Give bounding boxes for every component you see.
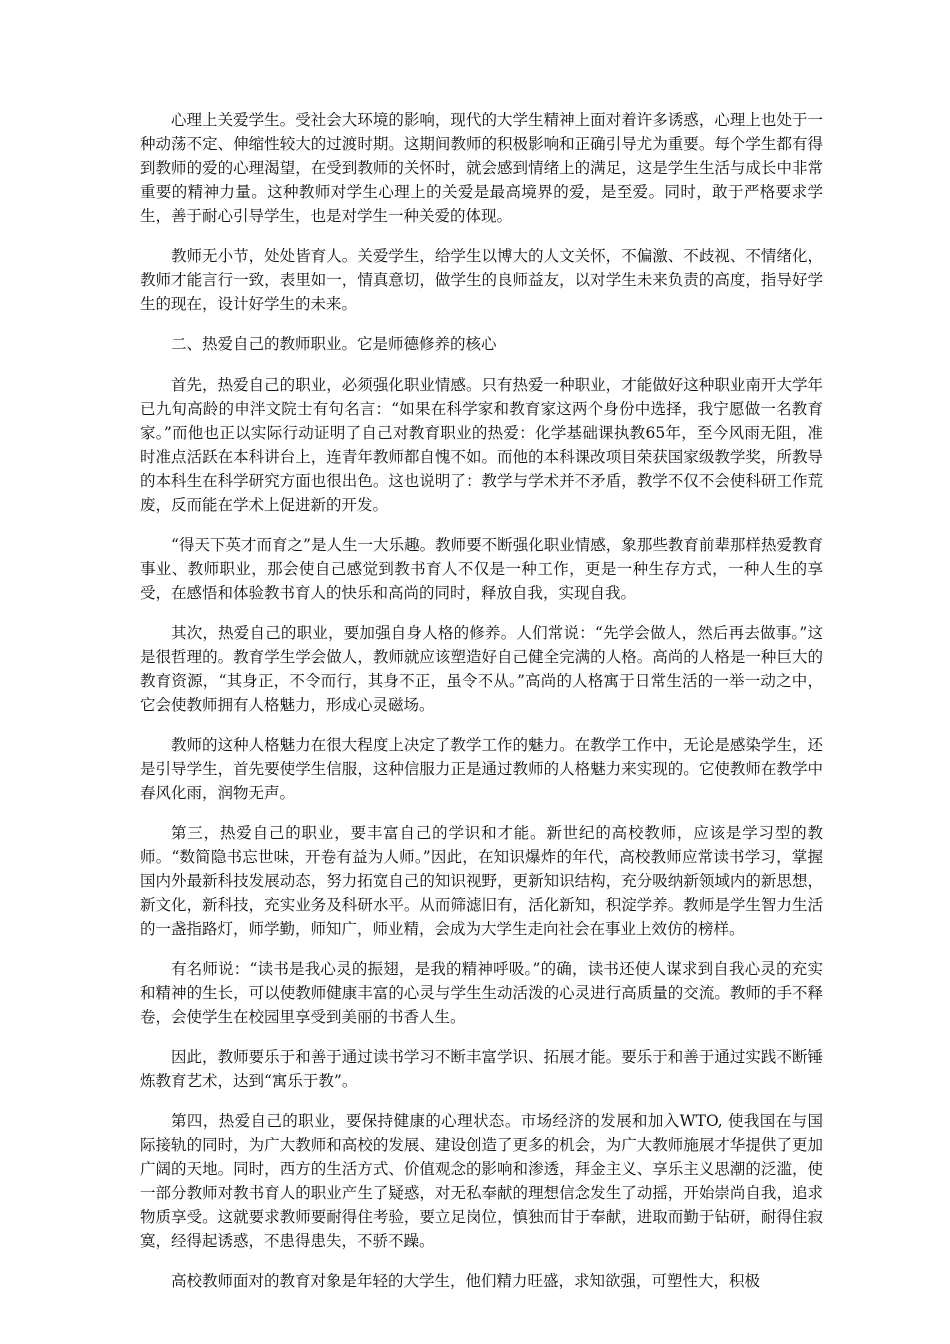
paragraph-joy-of-teaching: “得天下英才而育之”是人生一大乐趣。教师要不断强化职业情感，象那些教育前辈那样热爱教育事业、教师职业，那会使自己感觉到教书育人不仅是一种工作，更是一种生存方式，一种人生的享受，在感悟和体验教书育人的快乐和高尚的同时，释放自我，实现自我。: [140, 536, 823, 602]
paragraph-personality-charm: 教师的这种人格魅力在很大程度上决定了教学工作的魅力。在教学工作中，无论是感染学生，还是引导学生，首先要使学生信服，这种信服力正是通过教师的人格魅力来实现的。它使教师在教学中春风化雨，润物无声。: [140, 736, 823, 802]
paragraph-fourth-mental-health: 第四，热爱自己的职业，要保持健康的心理状态。市场经济的发展和加入WTO, 使我国在与国际接轨的同时，为广大教师和高校的发展、建设创造了更多的机会，为广大教师施展才华提供了更加广阔的天地。同时，西方的生活方式、价值观念的影响和渗透，拜金主义、享乐主义思潮的泛滥，使一部分教师对教书育人的职业产生了疑惑，对无私奉献的理想信念发生了动摇，开始崇尚自我，追求物质享受。这就要求教师要耐得住考验，要立足岗位，慎独而甘于奉献，进取而勤于钻研，耐得住寂寞，经得起诱惑，不患得患失，不骄不躁。: [140, 1112, 823, 1250]
paragraph-reading-quote: 有名师说：“读书是我心灵的振翅，是我的精神呼吸。”的确，读书还使人谋求到自我心灵的充实和精神的生长，可以使教师健康丰富的心灵与学生生动活泼的心灵进行高质量的交流。教师的手不释卷，会使学生在校园里享受到美丽的书香人生。: [140, 960, 823, 1026]
section-heading-love-profession: 二、热爱自己的教师职业。它是师德修养的核心: [171, 335, 497, 353]
paragraph-second-personality: 其次，热爱自己的职业，要加强自身人格的修养。人们常说：“先学会做人，然后再去做事。”这是很哲理的。教育学生学会做人，教师就应该塑造好自己健全完满的人格。高尚的人格是一种巨大的教育资源，“其身正，不令而行，其身不正，虽令不从。”高尚的人格寓于日常生活的一举一动之中，它会使教师拥有人格魅力，形成心灵磁场。: [140, 624, 823, 714]
paragraph-caring-psychology: 心理上关爱学生。受社会大环境的影响，现代的大学生精神上面对着许多诱惑，心理上也处于一种动荡不定、伸缩性较大的过渡时期。这期间教师的积极影响和正确引导尤为重要。每个学生都有得到教师的爱的心理渴望，在受到教师的关怀时，就会感到情绪上的满足，这是学生生活与成长中非常重要的精神力量。这种教师对学生心理上的关爱是最高境界的爱，是至爱。同时，敢于严格要求学生，善于耐心引导学生，也是对学生一种关爱的体现。: [140, 111, 823, 225]
paragraph-first-professional-emotion: 首先，热爱自己的职业，必须强化职业情感。只有热爱一种职业，才能做好这种职业南开大学年已九旬高龄的申泮文院士有句名言：“如果在科学家和教育家这两个身份中选择，我宁愿做一名教育家。”而他也正以实际行动证明了自己对教育职业的热爱：化学基础课执教65年，至今风雨无阻，准时准点活跃在本科讲台上，连青年教师都自愧不如。而他的本科课改项目荣获国家级教学奖，所教导的本科生在科学研究方面也很出色。这也说明了：教学与学术并不矛盾，教学不仅不会使科研工作荒废，反而能在学术上促进新的开发。: [140, 376, 823, 514]
document-page: [140, 108, 823, 1293]
paragraph-education-targets: 高校教师面对的教育对象是年轻的大学生，他们精力旺盛，求知欲强，可塑性大，积极: [171, 1272, 761, 1290]
paragraph-therefore-reading: 因此，教师要乐于和善于通过读书学习不断丰富学识、拓展才能。要乐于和善于通过实践不断锤炼教育艺术，达到“寓乐于教”。: [140, 1048, 823, 1090]
paragraph-teacher-no-small-matters: 教师无小节，处处皆育人。关爱学生，给学生以博大的人文关怀，不偏激、不歧视、不情绪化，教师才能言行一致，表里如一，情真意切，做学生的良师益友，以对学生未来负责的高度，指导好学生的现在，设计好学生的未来。: [140, 247, 823, 313]
paragraph-third-knowledge: 第三，热爱自己的职业，要丰富自己的学识和才能。新世纪的高校教师，应该是学习型的教师。“数简隐书忘世味，开卷有益为人师。”因此，在知识爆炸的年代，高校教师应常读书学习，掌握国内外最新科技发展动态，努力拓宽自己的知识视野，更新知识结构，充分吸纳新领域内的新思想，新文化，新科技，充实业务及科研水平。从而筛滤旧有，活化新知，积淀学养。教师是学生智力生活的一盏指路灯，师学勤，师知广，师业精，会成为大学生走向社会在事业上效仿的榜样。: [140, 824, 823, 938]
